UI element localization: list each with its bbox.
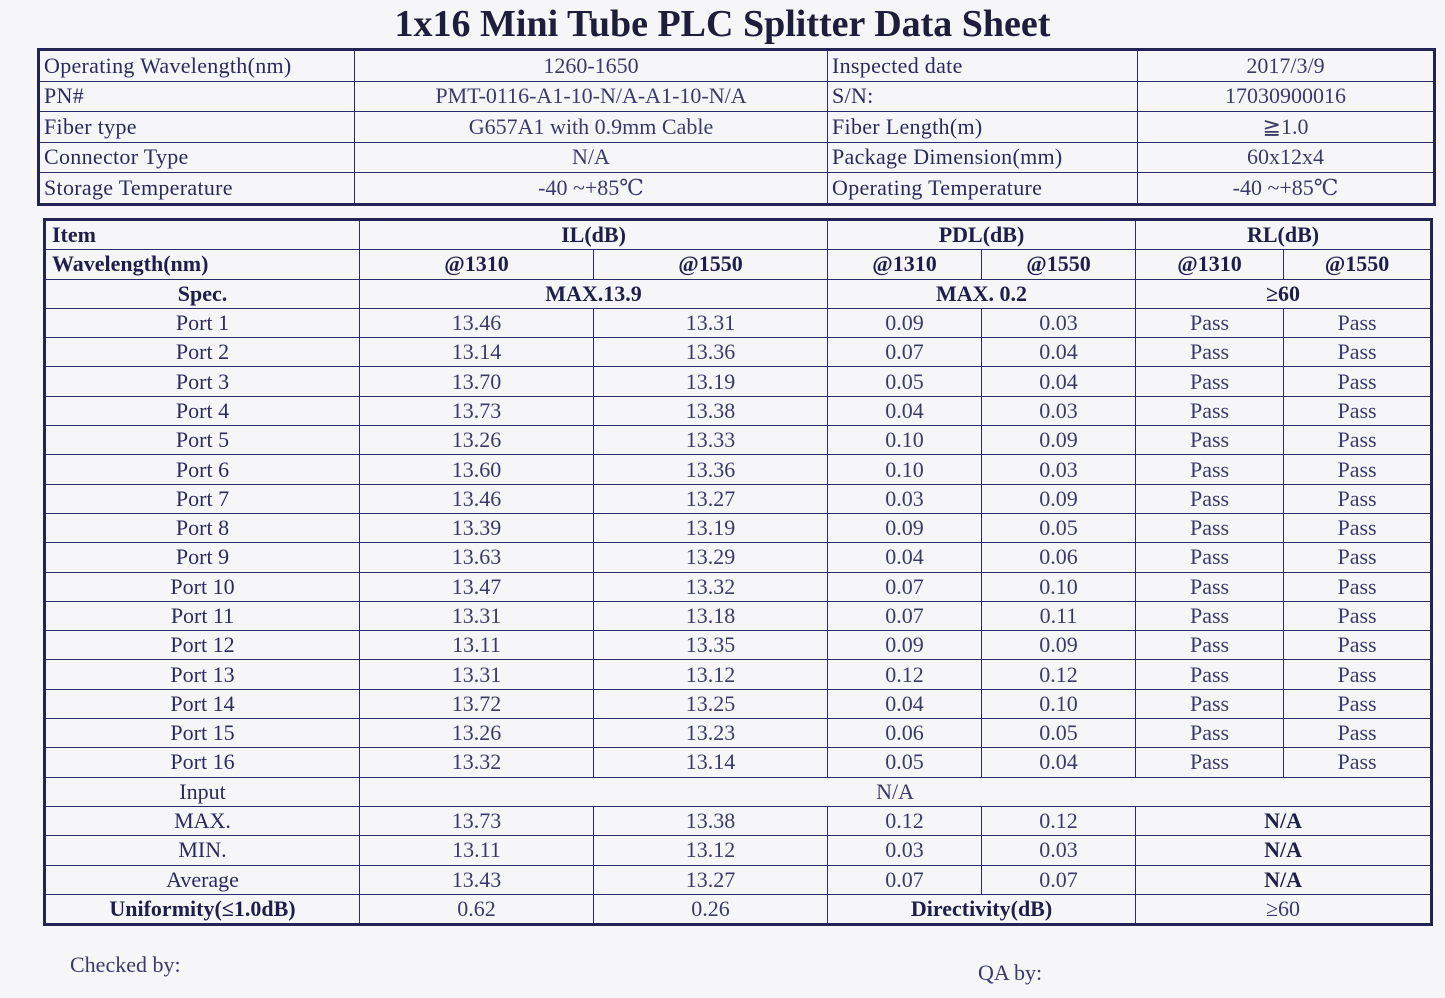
il-1550-value: 13.36: [594, 455, 828, 484]
rl-1310-value: Pass: [1136, 689, 1284, 718]
pdl-1550-value: 0.05: [982, 719, 1136, 748]
inspected-date-value: 2017/3/9: [1138, 50, 1435, 82]
pdl-1310-value: 0.04: [828, 396, 982, 425]
pdl-1550-value: 0.03: [982, 455, 1136, 484]
il-1310-header: @1310: [360, 250, 594, 279]
rl-1310-value: Pass: [1136, 543, 1284, 572]
pdl-1310-value: 0.10: [828, 426, 982, 455]
pdl-1550-value: 0.11: [982, 601, 1136, 630]
pdl-1310-value: 0.09: [828, 513, 982, 542]
header-row: [45, 220, 1432, 250]
pdl-1550-value: 0.04: [982, 338, 1136, 367]
pdl-spec: MAX. 0.2: [828, 279, 1136, 308]
il-1550-value: 13.27: [594, 484, 828, 513]
rl-1550-value: Pass: [1284, 572, 1432, 601]
port-row: [45, 367, 1432, 396]
pdl-1310-value: 0.07: [828, 601, 982, 630]
summary-rl: N/A: [1136, 865, 1432, 894]
port-label: Port 16: [45, 748, 360, 777]
pn-label: PN#: [39, 81, 355, 112]
rl-1550-header: @1550: [1284, 250, 1432, 279]
port-label: Port 14: [45, 689, 360, 718]
package-dimension-value: 60x12x4: [1138, 142, 1435, 173]
directivity-label: Directivity(dB): [828, 894, 1136, 924]
pdl-1550-value: 0.10: [982, 689, 1136, 718]
port-row: [45, 426, 1432, 455]
port-label: Port 1: [45, 308, 360, 337]
il-1550-value: 13.14: [594, 748, 828, 777]
il-1310-value: 13.31: [360, 601, 594, 630]
il-1310-value: 13.39: [360, 513, 594, 542]
page-title: 1x16 Mini Tube PLC Splitter Data Sheet: [394, 3, 1051, 45]
il-1550-value: 13.29: [594, 543, 828, 572]
port-row: [45, 308, 1432, 337]
rl-1310-header: @1310: [1136, 250, 1284, 279]
uniformity-il-1550: 0.26: [594, 894, 828, 924]
operating-temperature-value: -40 ~+85℃: [1138, 173, 1435, 205]
rl-1550-value: Pass: [1284, 513, 1432, 542]
port-label: Port 11: [45, 601, 360, 630]
summary-il-1310: 13.73: [360, 806, 594, 835]
il-1550-value: 13.18: [594, 601, 828, 630]
il-1310-value: 13.60: [360, 455, 594, 484]
summary-rl: N/A: [1136, 806, 1432, 835]
pdl-1310-value: 0.04: [828, 689, 982, 718]
spec-label: Spec.: [45, 279, 360, 308]
port-label: Port 10: [45, 572, 360, 601]
rl-1550-value: Pass: [1284, 543, 1432, 572]
directivity-value: ≥60: [1136, 894, 1432, 924]
il-spec: MAX.13.9: [360, 279, 828, 308]
info-row: [39, 173, 1435, 205]
rl-1550-value: Pass: [1284, 660, 1432, 689]
summary-label: Average: [45, 865, 360, 894]
connector-type-value: N/A: [355, 142, 828, 173]
pdl-1310-value: 0.07: [828, 572, 982, 601]
il-1550-value: 13.35: [594, 631, 828, 660]
summary-il-1310: 13.11: [360, 836, 594, 865]
input-value: N/A: [360, 777, 1432, 806]
fiber-type-label: Fiber type: [39, 112, 355, 143]
package-dimension-label: Package Dimension(mm): [828, 142, 1138, 173]
port-row: [45, 748, 1432, 777]
summary-pdl-1550: 0.03: [982, 836, 1136, 865]
port-row: [45, 396, 1432, 425]
il-1550-value: 13.31: [594, 308, 828, 337]
il-1310-value: 13.31: [360, 660, 594, 689]
rl-1310-value: Pass: [1136, 748, 1284, 777]
il-1310-value: 13.32: [360, 748, 594, 777]
rl-1310-value: Pass: [1136, 719, 1284, 748]
pdl-1310-value: 0.04: [828, 543, 982, 572]
summary-label: MIN.: [45, 836, 360, 865]
il-1550-value: 13.32: [594, 572, 828, 601]
rl-1550-value: Pass: [1284, 631, 1432, 660]
il-1310-value: 13.46: [360, 308, 594, 337]
il-1310-value: 13.14: [360, 338, 594, 367]
summary-row: [45, 806, 1432, 835]
storage-temperature-label: Storage Temperature: [39, 173, 355, 205]
input-label: Input: [45, 777, 360, 806]
item-header: Item: [45, 220, 360, 250]
summary-label: MAX.: [45, 806, 360, 835]
pdl-1550-value: 0.04: [982, 748, 1136, 777]
pdl-1550-value: 0.04: [982, 367, 1136, 396]
pdl-1550-header: @1550: [982, 250, 1136, 279]
pdl-1550-value: 0.12: [982, 660, 1136, 689]
port-row: [45, 631, 1432, 660]
spec-row: [45, 279, 1432, 308]
pdl-1310-value: 0.07: [828, 338, 982, 367]
port-row: [45, 719, 1432, 748]
summary-pdl-1310: 0.07: [828, 865, 982, 894]
rl-1310-value: Pass: [1136, 513, 1284, 542]
il-1550-value: 13.12: [594, 660, 828, 689]
rl-1550-value: Pass: [1284, 367, 1432, 396]
info-table: [37, 48, 1436, 206]
rl-1310-value: Pass: [1136, 338, 1284, 367]
port-label: Port 7: [45, 484, 360, 513]
il-1550-value: 13.36: [594, 338, 828, 367]
summary-pdl-1550: 0.12: [982, 806, 1136, 835]
rl-1310-value: Pass: [1136, 396, 1284, 425]
fiber-length-value: ≧1.0: [1138, 112, 1435, 143]
rl-1550-value: Pass: [1284, 396, 1432, 425]
il-1310-value: 13.47: [360, 572, 594, 601]
port-label: Port 3: [45, 367, 360, 396]
pdl-header: PDL(dB): [828, 220, 1136, 250]
pdl-1310-value: 0.10: [828, 455, 982, 484]
pdl-1550-value: 0.09: [982, 631, 1136, 660]
port-row: [45, 689, 1432, 718]
data-table: [43, 218, 1433, 926]
rl-spec: ≥60: [1136, 279, 1432, 308]
port-label: Port 5: [45, 426, 360, 455]
port-label: Port 6: [45, 455, 360, 484]
info-row: [39, 142, 1435, 173]
rl-1550-value: Pass: [1284, 689, 1432, 718]
rl-1550-value: Pass: [1284, 338, 1432, 367]
summary-pdl-1310: 0.12: [828, 806, 982, 835]
fiber-type-value: G657A1 with 0.9mm Cable: [355, 112, 828, 143]
rl-1550-value: Pass: [1284, 719, 1432, 748]
port-label: Port 2: [45, 338, 360, 367]
sn-label: S/N:: [828, 81, 1138, 112]
wavelength-row: [45, 250, 1432, 279]
il-1310-value: 13.46: [360, 484, 594, 513]
pdl-1310-value: 0.05: [828, 367, 982, 396]
operating-wavelength-label: Operating Wavelength(nm): [39, 50, 355, 82]
port-row: [45, 601, 1432, 630]
il-1550-value: 13.23: [594, 719, 828, 748]
pdl-1550-value: 0.09: [982, 426, 1136, 455]
rl-1310-value: Pass: [1136, 572, 1284, 601]
il-1550-value: 13.19: [594, 513, 828, 542]
pdl-1550-value: 0.03: [982, 396, 1136, 425]
input-row: [45, 777, 1432, 806]
summary-pdl-1310: 0.03: [828, 836, 982, 865]
operating-wavelength-value: 1260-1650: [355, 50, 828, 82]
uniformity-il-1310: 0.62: [360, 894, 594, 924]
pdl-1310-value: 0.09: [828, 308, 982, 337]
port-row: [45, 572, 1432, 601]
il-1310-value: 13.11: [360, 631, 594, 660]
rl-1310-value: Pass: [1136, 426, 1284, 455]
operating-temperature-label: Operating Temperature: [828, 173, 1138, 205]
rl-1310-value: Pass: [1136, 631, 1284, 660]
summary-row: [45, 865, 1432, 894]
summary-rl: N/A: [1136, 836, 1432, 865]
uniformity-row: [45, 894, 1432, 924]
pdl-1310-value: 0.09: [828, 631, 982, 660]
il-1310-value: 13.26: [360, 719, 594, 748]
inspected-date-label: Inspected date: [828, 50, 1138, 82]
il-1310-value: 13.72: [360, 689, 594, 718]
port-label: Port 12: [45, 631, 360, 660]
port-row: [45, 338, 1432, 367]
il-1550-value: 13.19: [594, 367, 828, 396]
pdl-1310-value: 0.06: [828, 719, 982, 748]
rl-1310-value: Pass: [1136, 308, 1284, 337]
rl-1310-value: Pass: [1136, 455, 1284, 484]
summary-rows: [45, 806, 1432, 894]
port-row: [45, 455, 1432, 484]
rl-1550-value: Pass: [1284, 748, 1432, 777]
rl-header: RL(dB): [1136, 220, 1432, 250]
port-row: [45, 513, 1432, 542]
pdl-1310-value: 0.12: [828, 660, 982, 689]
info-row: [39, 50, 1435, 82]
port-row: [45, 660, 1432, 689]
il-header: IL(dB): [360, 220, 828, 250]
pdl-1550-value: 0.09: [982, 484, 1136, 513]
port-label: Port 9: [45, 543, 360, 572]
il-1310-value: 13.70: [360, 367, 594, 396]
pdl-1310-header: @1310: [828, 250, 982, 279]
wavelength-label: Wavelength(nm): [45, 250, 360, 279]
port-label: Port 13: [45, 660, 360, 689]
rl-1550-value: Pass: [1284, 426, 1432, 455]
il-1310-value: 13.63: [360, 543, 594, 572]
summary-il-1550: 13.27: [594, 865, 828, 894]
rl-1550-value: Pass: [1284, 308, 1432, 337]
checked-by-label: Checked by:: [70, 952, 181, 977]
qa-by-label: QA by:: [978, 960, 1043, 985]
pn-value: PMT-0116-A1-10-N/A-A1-10-N/A: [355, 81, 828, 112]
info-row: [39, 112, 1435, 143]
port-row: [45, 543, 1432, 572]
info-row: [39, 81, 1435, 112]
summary-row: [45, 836, 1432, 865]
fiber-length-label: Fiber Length(m): [828, 112, 1138, 143]
rl-1310-value: Pass: [1136, 660, 1284, 689]
pdl-1550-value: 0.05: [982, 513, 1136, 542]
connector-type-label: Connector Type: [39, 142, 355, 173]
summary-il-1310: 13.43: [360, 865, 594, 894]
il-1310-value: 13.73: [360, 396, 594, 425]
pdl-1310-value: 0.03: [828, 484, 982, 513]
rl-1550-value: Pass: [1284, 484, 1432, 513]
port-label: Port 8: [45, 513, 360, 542]
port-label: Port 4: [45, 396, 360, 425]
il-1550-value: 13.38: [594, 396, 828, 425]
pdl-1550-value: 0.06: [982, 543, 1136, 572]
rl-1550-value: Pass: [1284, 601, 1432, 630]
storage-temperature-value: -40 ~+85℃: [355, 173, 828, 205]
port-label: Port 15: [45, 719, 360, 748]
pdl-1550-value: 0.10: [982, 572, 1136, 601]
rl-1310-value: Pass: [1136, 484, 1284, 513]
rl-1310-value: Pass: [1136, 367, 1284, 396]
rl-1310-value: Pass: [1136, 601, 1284, 630]
summary-il-1550: 13.12: [594, 836, 828, 865]
il-1550-value: 13.25: [594, 689, 828, 718]
il-1550-value: 13.33: [594, 426, 828, 455]
port-rows: [45, 308, 1432, 777]
port-row: [45, 484, 1432, 513]
sn-value: 17030900016: [1138, 81, 1435, 112]
uniformity-label: Uniformity(≤1.0dB): [45, 894, 360, 924]
rl-1550-value: Pass: [1284, 455, 1432, 484]
pdl-1550-value: 0.03: [982, 308, 1136, 337]
il-1310-value: 13.26: [360, 426, 594, 455]
pdl-1310-value: 0.05: [828, 748, 982, 777]
summary-il-1550: 13.38: [594, 806, 828, 835]
il-1550-header: @1550: [594, 250, 828, 279]
summary-pdl-1550: 0.07: [982, 865, 1136, 894]
